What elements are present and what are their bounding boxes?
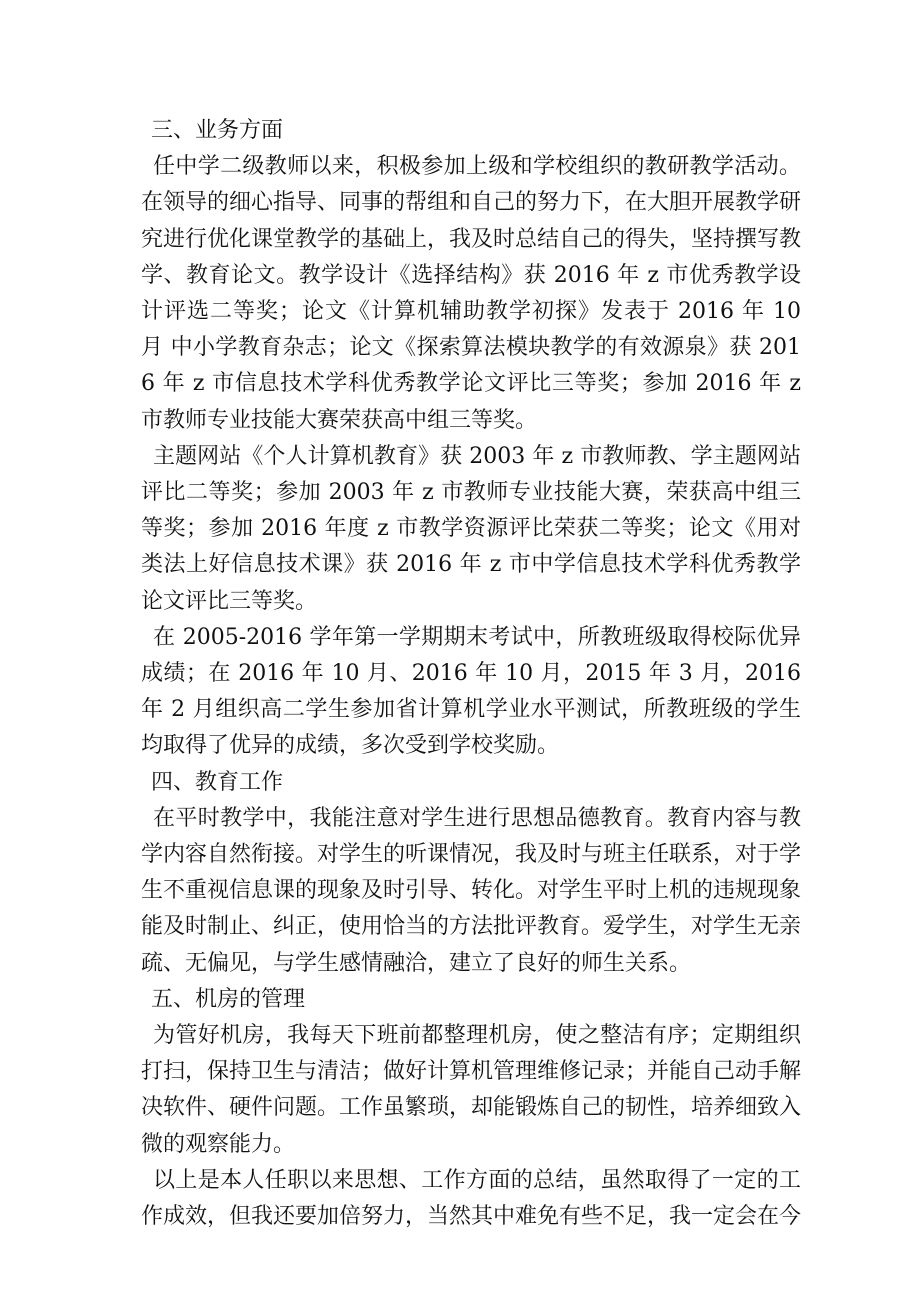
section-heading-business: 三、业务方面: [151, 118, 284, 143]
section-heading-computer-room: 五、机房的管理: [151, 986, 306, 1012]
paragraph-moral-education: 在平时教学中，我能注意对学生进行思想品德教育。教育内容与教学内容自然衔接。对学生的听课情况，我及时与班主任联系，对于学生不重视信息课的现象及时引导、转化。对学生平时上机的违规现象能及时制止、纠正，使用恰当的方法批评教育。爱学生，对学生无亲疏、无偏见，与学生感情融洽，建立了良好的师生关系。: [141, 805, 802, 976]
paragraph-teaching-research: 任中学二级教师以来，积极参加上级和学校组织的教研教学活动。在领导的细心指导、同事的帮组和自己的努力下，在大胆开展教学研究进行优化课堂教学的基础上，我及时总结自己的得失，坚持撰写教学、教育论文。教学设计《选择结构》获 2016 年 z 市优秀教学设计评选二等奖；论文《计算机辅助教学初探》发表于 2016 年 10 月 中小学教育杂志；论文《探索算法模块教学的有效源泉》获 2016 年 z 市信息技术学科优秀教学论文评比三等奖；参加 2016 年 z 市教师专业技能大赛荣获高中组三等奖。: [141, 154, 802, 433]
paragraph-exam-results: 在 2005-2016 学年第一学期期末考试中，所教班级取得校际优异成绩；在 2016 年 10 月、2016 年 10 月，2015 年 3 月，2016 年 2 月组织高二学生参加省计算机学业水平测试，所教班级的学生均取得了优异的成绩，多次受到学校奖励。: [141, 624, 801, 759]
paragraph-summary: 以上是本人任职以来思想、工作方面的总结，虽然取得了一定的工作成效，但我还要加倍努力，当然其中难免有些不足，我一定会在今: [141, 1167, 802, 1230]
section-heading-education: 四、教育工作: [151, 769, 284, 795]
paragraph-computer-room-management: 为管好机房，我每天下班前都整理机房，使之整洁有序；定期组织打扫，保持卫生与清洁；做好计算机管理维修记录；并能自己动手解决软件、硬件问题。工作虽繁琐，却能锻炼自己的韧性，培养细致入微的观察能力。: [141, 1023, 802, 1157]
paragraph-website-awards: 主题网站《个人计算机教育》获 2003 年 z 市教师教、学主题网站评比二等奖；参加 2003 年 z 市教师专业技能大赛，荣获高中组三等奖；参加 2016 年度 z 市教学资源评比荣获二等奖；论文《用对类法上好信息技术课》获 2016 年 z 市中学信息技术学科优秀教学论文评比三等奖。: [141, 443, 801, 614]
document-body: [141, 113, 801, 1235]
